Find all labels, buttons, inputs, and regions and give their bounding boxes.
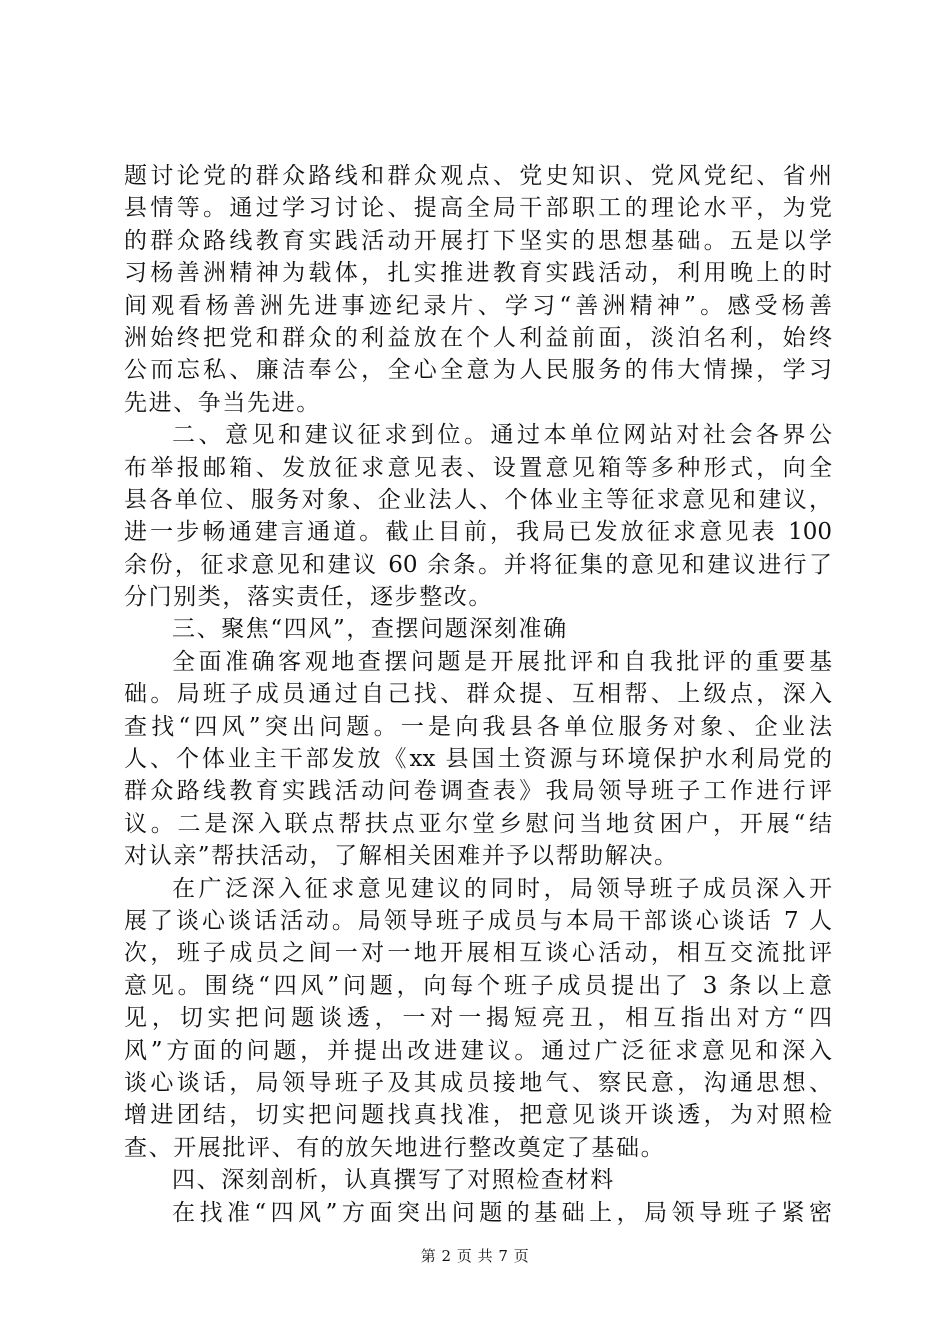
text-line: 查找“四风”突出问题。一是向我县各单位服务对象、企业法 xyxy=(124,713,832,740)
text-line: 意见。围绕“四风”问题，向每个班子成员提出了 3 条以上意 xyxy=(124,972,832,999)
text-line: 次，班子成员之间一对一地开展相互谈心活动，相互交流批评 xyxy=(124,940,832,967)
text-line: 对认亲”帮扶活动，了解相关困难并予以帮助解决。 xyxy=(124,843,679,870)
text-line: 间观看杨善洲先进事迹纪录片、学习“善洲精神”。感受杨善 xyxy=(124,292,832,319)
text-line: 题讨论党的群众路线和群众观点、党史知识、党风党纪、省州 xyxy=(124,163,832,189)
text-line: 议。二是深入联点帮扶点亚尔堂乡慰问当地贫困户，开展“结 xyxy=(124,810,832,837)
body-text xyxy=(124,160,832,1229)
text-line: 四、深刻剖析，认真撰写了对照检查材料 xyxy=(172,1167,615,1194)
text-line: 布举报邮箱、发放征求意见表、设置意见箱等多种形式，向全 xyxy=(124,454,832,481)
text-line: 见，切实把问题谈透，一对一揭短亮丑，相互指出对方“四 xyxy=(124,1005,832,1032)
text-line: 县情等。通过学习讨论、提高全局干部职工的理论水平，为党 xyxy=(124,195,832,222)
text-line: 洲始终把党和群众的利益放在个人利益前面，淡泊名利，始终 xyxy=(124,324,832,351)
text-line: 增进团结，切实把问题找真找准，把意见谈开谈透，为对照检 xyxy=(124,1102,832,1129)
text-line: 分门别类，落实责任，逐步整改。 xyxy=(124,584,493,611)
text-line: 谈心谈话，局领导班子及其成员接地气、察民意，沟通思想、 xyxy=(124,1069,832,1096)
text-line: 习杨善洲精神为载体，扎实推进教育实践活动，利用晚上的时 xyxy=(124,260,832,287)
text-line: 础。局班子成员通过自己找、群众提、互相帮、上级点，深入 xyxy=(124,681,832,708)
text-line: 县各单位、服务对象、企业法人、个体业主等征求意见和建议， xyxy=(124,486,832,513)
text-line: 二、意见和建议征求到位。通过本单位网站对社会各界公 xyxy=(172,422,832,449)
text-line: 的群众路线教育实践活动开展打下坚实的思想基础。五是以学 xyxy=(124,227,832,254)
text-line: 公而忘私、廉洁奉公，全心全意为人民服务的伟大情操，学习 xyxy=(124,357,832,384)
text-line: 风”方面的问题，并提出改进建议。通过广泛征求意见和深入 xyxy=(124,1037,832,1064)
text-line: 查、开展批评、有的放矢地进行整改奠定了基础。 xyxy=(124,1134,666,1161)
text-line: 在广泛深入征求意见建议的同时，局领导班子成员深入开 xyxy=(172,875,832,902)
text-line: 群众路线教育实践活动问卷调查表》我局领导班子工作进行评 xyxy=(124,778,832,805)
text-line: 展了谈心谈话活动。局领导班子成员与本局干部谈心谈话 7 人 xyxy=(124,907,832,934)
text-line: 余份，征求意见和建议 60 余条。并将征集的意见和建议进行了 xyxy=(124,551,832,578)
page-number-footer: 第 2 页 共 7 页 xyxy=(420,1247,530,1265)
text-line: 先进、争当先进。 xyxy=(124,389,321,416)
text-line: 三、聚焦“四风”，查摆问题深刻准确 xyxy=(172,616,568,643)
text-line: 全面准确客观地查摆问题是开展批评和自我批评的重要基 xyxy=(172,648,832,675)
text-line: 进一步畅通建言通道。截止目前，我局已发放征求意见表 100 xyxy=(124,519,832,546)
text-line: 在找准“四风”方面突出问题的基础上，局领导班子紧密 xyxy=(172,1199,832,1226)
text-line: 人、个体业主干部发放《xx 县国土资源与环境保护水利局党的 xyxy=(124,746,832,773)
